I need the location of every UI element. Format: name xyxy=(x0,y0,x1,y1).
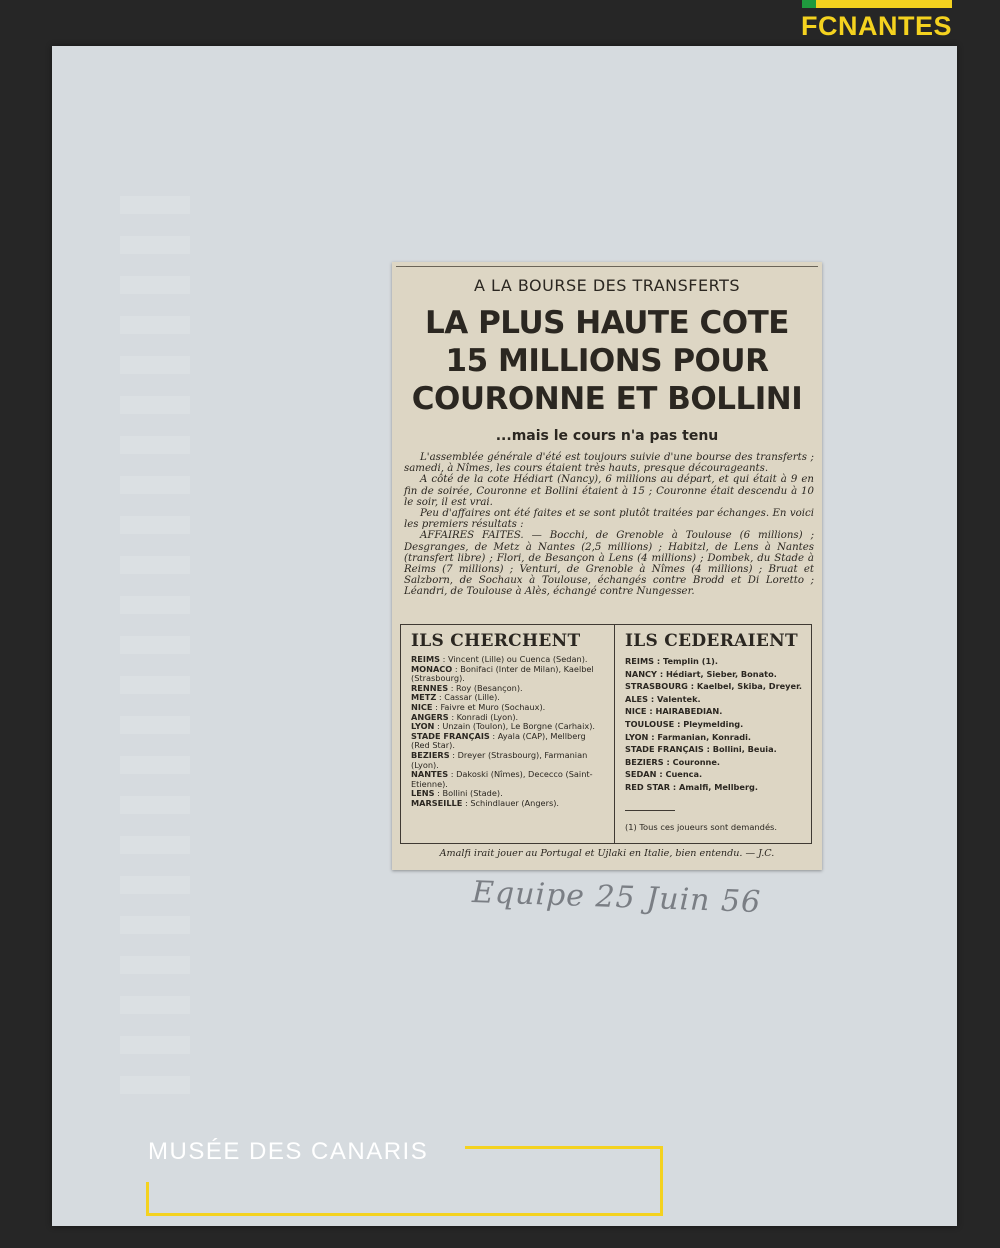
clipping-subhead: ...mais le cours n'a pas tenu xyxy=(495,428,719,444)
transfer-entry xyxy=(411,751,606,770)
club-name: RED STAR xyxy=(625,781,671,792)
club-name: RENNES xyxy=(411,682,449,693)
players-text: : HAIRABEDIAN. xyxy=(646,706,723,717)
transfer-entry xyxy=(625,705,803,718)
club-name: STADE FRANÇAIS xyxy=(411,730,490,741)
paper-watermark xyxy=(120,196,190,1096)
club-name: ANGERS xyxy=(411,711,449,722)
club-name: NANTES xyxy=(411,769,449,780)
players-text: : Pleymelding. xyxy=(674,718,744,729)
club-name: NICE xyxy=(411,701,433,712)
players-text: : Bollini (Stade). xyxy=(434,788,503,799)
cederaient-list xyxy=(625,655,803,794)
transfer-entry xyxy=(625,668,803,681)
club-name: ALES xyxy=(625,693,649,704)
transfer-entry xyxy=(625,655,803,668)
players-text: : Farmanian, Konradi. xyxy=(648,731,752,742)
newspaper-clipping xyxy=(392,262,822,870)
club-name: STADE FRANÇAIS xyxy=(625,744,704,755)
club-name: LYON xyxy=(411,721,435,732)
transfer-entry xyxy=(625,743,803,756)
brand-name: FCNANTES xyxy=(801,11,952,41)
players-text: : Konradi (Lyon). xyxy=(448,711,519,722)
club-name: STRASBOURG xyxy=(625,681,688,692)
transfer-tables xyxy=(400,624,812,844)
clipping-top-rule xyxy=(396,266,818,267)
cederaient-title: ILS CEDERAIENT xyxy=(625,631,798,651)
players-text: : Amalfi, Mellberg. xyxy=(670,781,758,792)
body-paragraph: L'assemblée générale d'été est toujours suivie d'une bourse des transferts ; samedi, à Nîmes, les cours étaient très hauts, presque décourageants. xyxy=(404,452,814,475)
players-text: : Schindlauer (Angers). xyxy=(462,797,560,808)
players-text: : Ayala (CAP), Mellberg (Red Star). xyxy=(411,730,586,751)
club-name: NICE xyxy=(625,706,647,717)
players-text: : Bonifaci (Inter de Milan), Kaelbel (Strasbourg). xyxy=(411,663,594,684)
transfer-entry xyxy=(411,770,606,789)
players-text: : Couronne. xyxy=(663,756,721,767)
transfer-entry xyxy=(625,781,803,794)
club-name: MONACO xyxy=(411,663,453,674)
players-text: : Cassar (Lille). xyxy=(436,692,500,703)
club-name: REIMS xyxy=(411,654,440,664)
headline-line: COURONNE ET BOLLINI xyxy=(411,381,803,417)
brand-logo xyxy=(802,0,952,42)
note-rule xyxy=(625,810,675,811)
cherchent-title: ILS CHERCHENT xyxy=(411,631,581,651)
transfer-entry xyxy=(625,680,803,693)
club-name: METZ xyxy=(411,692,437,703)
transfer-entry xyxy=(625,693,803,706)
players-text: : Templin (1). xyxy=(654,656,718,666)
club-name: LENS xyxy=(411,788,435,799)
headline-line: 15 MILLIONS POUR xyxy=(445,343,769,379)
club-name: NANCY xyxy=(625,668,657,679)
club-name: TOULOUSE xyxy=(625,718,675,729)
transfer-entry xyxy=(625,756,803,769)
players-text: : Cuenca. xyxy=(656,769,703,780)
players-text: : Dakoski (Nîmes), Dececco (Saint-Etienne). xyxy=(411,769,593,789)
club-name: MARSEILLE xyxy=(411,797,463,808)
players-text: : Unzain (Toulon), Le Borgne (Carhaix). xyxy=(434,721,595,732)
body-paragraph: Peu d'affaires ont été faites et se sont plutôt traitées par échanges. En voici les premiers résultats : xyxy=(404,508,814,531)
players-text: : Roy (Besançon). xyxy=(448,682,523,693)
clipping-headline xyxy=(398,304,816,418)
body-paragraph: AFFAIRES FAITES. — Bocchi, de Grenoble à Toulouse (6 millions) ; Desgranges, de Metz à Nantes (2,5 millions) ; Habitzl, de Lens à Nantes (transfert libre) ; Flori, de Besançon à Lens (4 millions) ; Dombek, du Stade à Reims (7 millions) ; Venturi, de Grenoble à Nîmes (4 millions) ; Bruat et Salzborn, de Sochaux à Toulouse, échangés contre Brodd et Di Loretto ; Léandri, de Toulouse à Alès, échangé contre Nungesser. xyxy=(404,530,814,598)
frame-line-bottom xyxy=(146,1213,663,1216)
players-text: : Dreyer (Strasbourg), Farmanian (Lyon). xyxy=(411,749,588,770)
footnote: (1) Tous ces joueurs sont demandés. xyxy=(625,822,778,832)
transfer-entry xyxy=(411,732,606,751)
players-text: : Faivre et Muro (Sochaux). xyxy=(432,701,546,712)
cederaient-column xyxy=(615,625,811,843)
transfer-entry xyxy=(625,718,803,731)
clipping-body xyxy=(404,452,814,598)
frame-line-top xyxy=(465,1146,663,1149)
brand-color-bar xyxy=(802,0,952,8)
cherchent-list xyxy=(411,655,606,809)
club-name: REIMS xyxy=(625,656,654,666)
body-paragraph: A côté de la cote Hédiart (Nancy), 6 millions au départ, et qui était à 9 en fin de soirée, Couronne et Bollini étaient à 15 ; Couronne était descendu à 10 le soir, il est vrai. xyxy=(404,474,814,508)
players-text: : Kaelbel, Skiba, Dreyer. xyxy=(687,681,803,692)
club-name: SEDAN xyxy=(625,769,657,780)
club-name: BEZIERS xyxy=(625,756,664,767)
clipping-footer: Amalfi irait jouer au Portugal et Ujlaki en Italie, bien entendu. — J.C. xyxy=(439,848,775,859)
transfer-entry xyxy=(411,665,606,684)
players-text: : Valentek. xyxy=(648,693,701,704)
frame-line-left xyxy=(146,1182,149,1216)
club-name: LYON xyxy=(625,731,649,742)
transfer-entry xyxy=(411,799,606,809)
transfer-entry xyxy=(625,768,803,781)
players-text: : Hédiart, Sieber, Bonato. xyxy=(656,668,777,679)
transfer-entry xyxy=(625,731,803,744)
frame-line-right xyxy=(660,1146,663,1216)
cherchent-column xyxy=(401,625,615,843)
players-text: : Vincent (Lille) ou Cuenca (Sedan). xyxy=(440,654,588,664)
handwritten-date: Equipe 25 Juin 56 xyxy=(471,874,762,921)
players-text: : Bollini, Beuia. xyxy=(703,744,777,755)
museum-label: MUSÉE DES CANARIS xyxy=(148,1138,429,1165)
headline-line: LA PLUS HAUTE COTE xyxy=(425,305,789,341)
club-name: BEZIERS xyxy=(411,749,450,760)
clipping-kicker: A LA BOURSE DES TRANSFERTS xyxy=(474,276,740,295)
